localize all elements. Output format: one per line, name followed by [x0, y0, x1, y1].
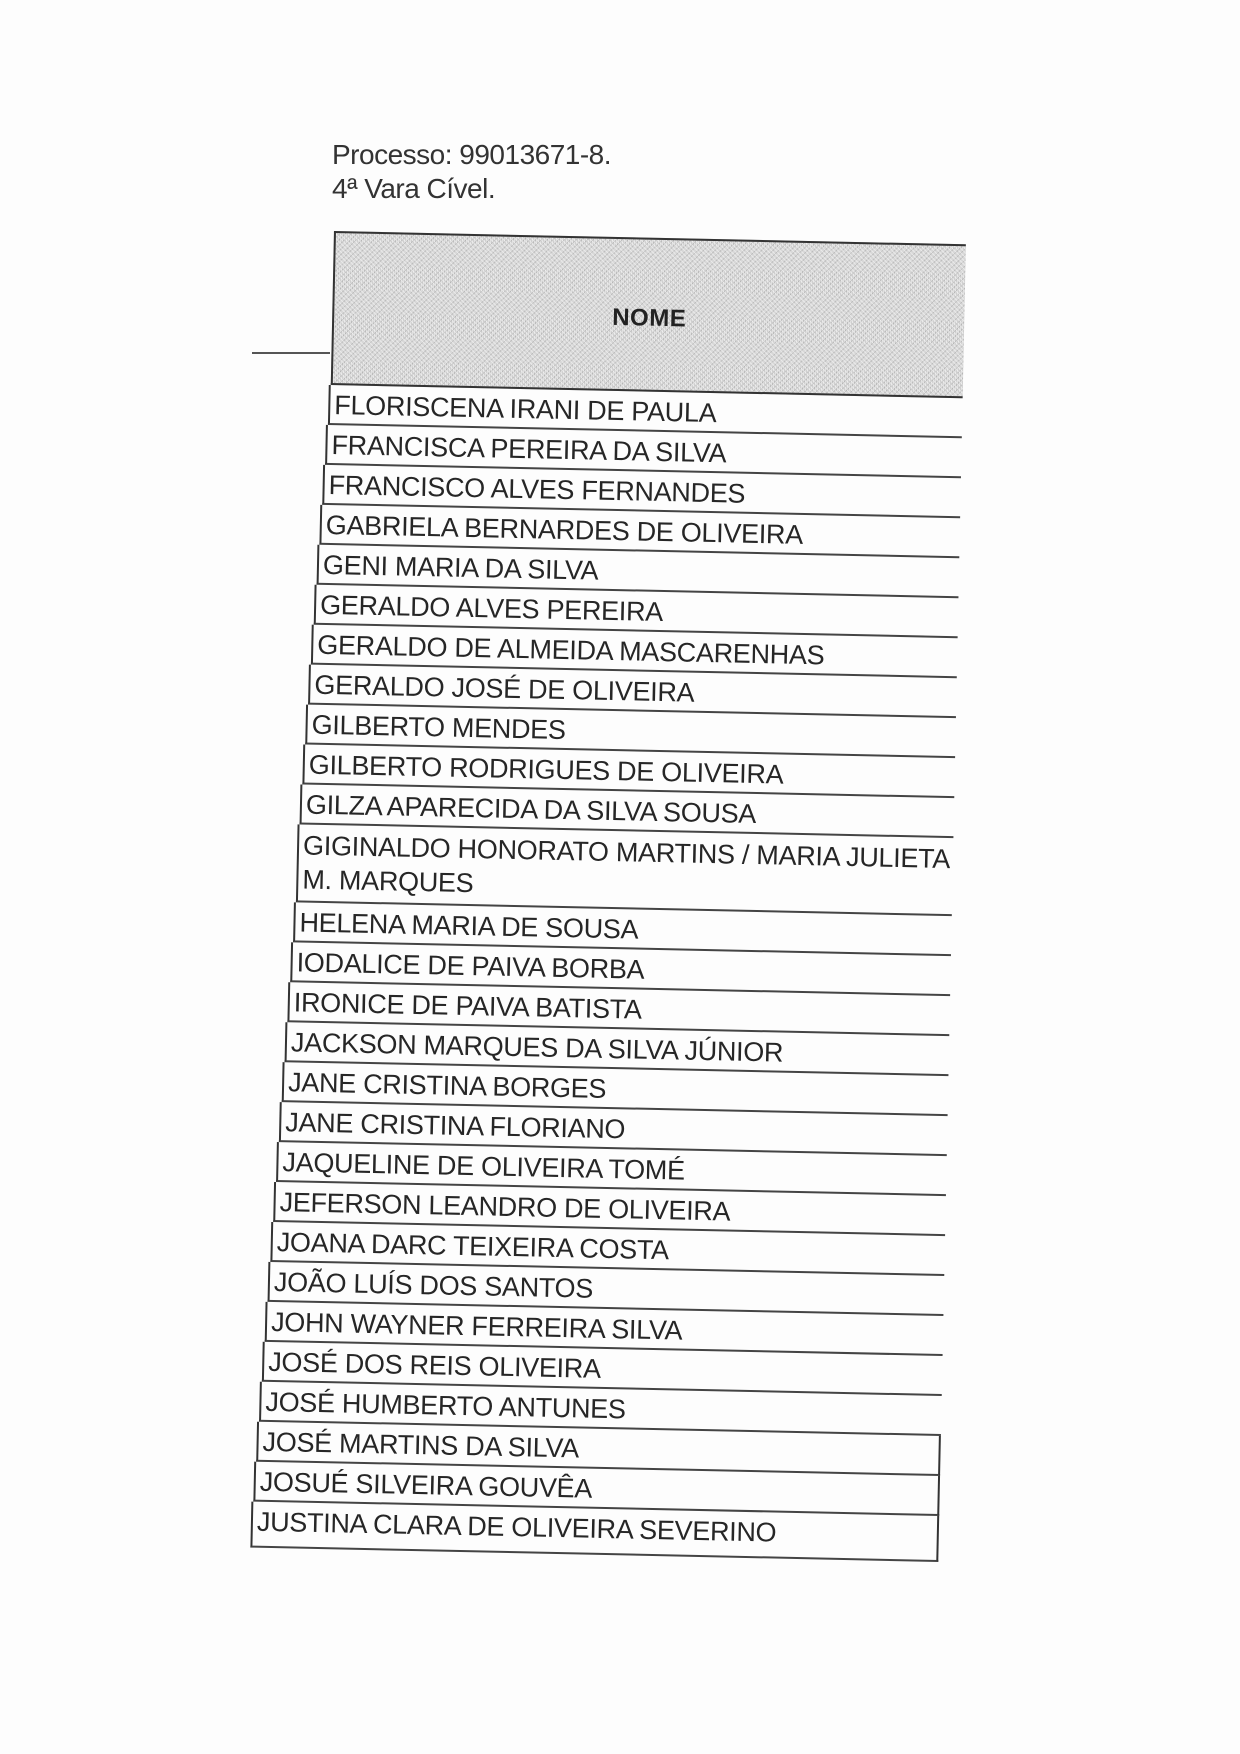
column-header-nome: NOME [611, 303, 687, 333]
table-row: JACKSON MARQUES DA SILVA JÚNIOR [285, 1022, 950, 1076]
table-row: GABRIELA BERNARDES DE OLIVEIRA [319, 505, 960, 558]
table-row: JANE CRISTINA FLORIANO [279, 1102, 948, 1156]
table-row: FLORISCENA IRANI DE PAULA [328, 385, 963, 438]
table-row: JOSÉ HUMBERTO ANTUNES [259, 1382, 942, 1436]
table-row: IRONICE DE PAIVA BATISTA [287, 982, 950, 1036]
process-number: Processo: 99013671-8. [332, 139, 612, 170]
table-row: JUSTINA CLARA DE OLIVEIRA SEVERINO [250, 1502, 939, 1562]
court-name: 4ª Vara Cível. [332, 173, 496, 204]
table-row: GERALDO JOSÉ DE OLIVEIRA [308, 665, 957, 719]
table-row: HELENA MARIA DE SOUSA [293, 902, 952, 956]
table-row: JOANA DARC TEIXEIRA COSTA [270, 1222, 945, 1276]
table-row: JANE CRISTINA BORGES [282, 1062, 949, 1116]
table-row: GILBERTO RODRIGUES DE OLIVEIRA [302, 745, 955, 799]
table-row: JEFERSON LEANDRO DE OLIVEIRA [273, 1182, 946, 1236]
names-table [256, 230, 965, 1562]
table-row: JOHN WAYNER FERREIRA SILVA [265, 1302, 944, 1356]
table-row: GERALDO DE ALMEIDA MASCARENHAS [311, 625, 958, 679]
table-row: GERALDO ALVES PEREIRA [314, 585, 959, 638]
table-row: GIGINALDO HONORATO MARTINS / MARIA JULIETA M. MARQUES [296, 824, 953, 916]
table-row: GILZA APARECIDA DA SILVA SOUSA [300, 784, 955, 838]
table-row: IODALICE DE PAIVA BORBA [290, 942, 951, 996]
table-row: GILBERTO MENDES [305, 705, 956, 759]
table-row: GENI MARIA DA SILVA [317, 545, 960, 598]
table-row: JAQUELINE DE OLIVEIRA TOMÉ [276, 1142, 947, 1196]
table-header [331, 231, 966, 398]
table-row: JOSÉ DOS REIS OLIVEIRA [262, 1342, 943, 1396]
table-row: JOSUÉ SILVEIRA GOUVÊA [253, 1462, 940, 1516]
table-row: FRANCISCO ALVES FERNANDES [322, 465, 961, 518]
table-row: JOSÉ MARTINS DA SILVA [256, 1422, 941, 1476]
table-body [256, 384, 962, 1562]
table-row: FRANCISCA PEREIRA DA SILVA [325, 425, 962, 478]
table-row: JOÃO LUÍS DOS SANTOS [268, 1262, 945, 1316]
document-header [332, 138, 611, 206]
